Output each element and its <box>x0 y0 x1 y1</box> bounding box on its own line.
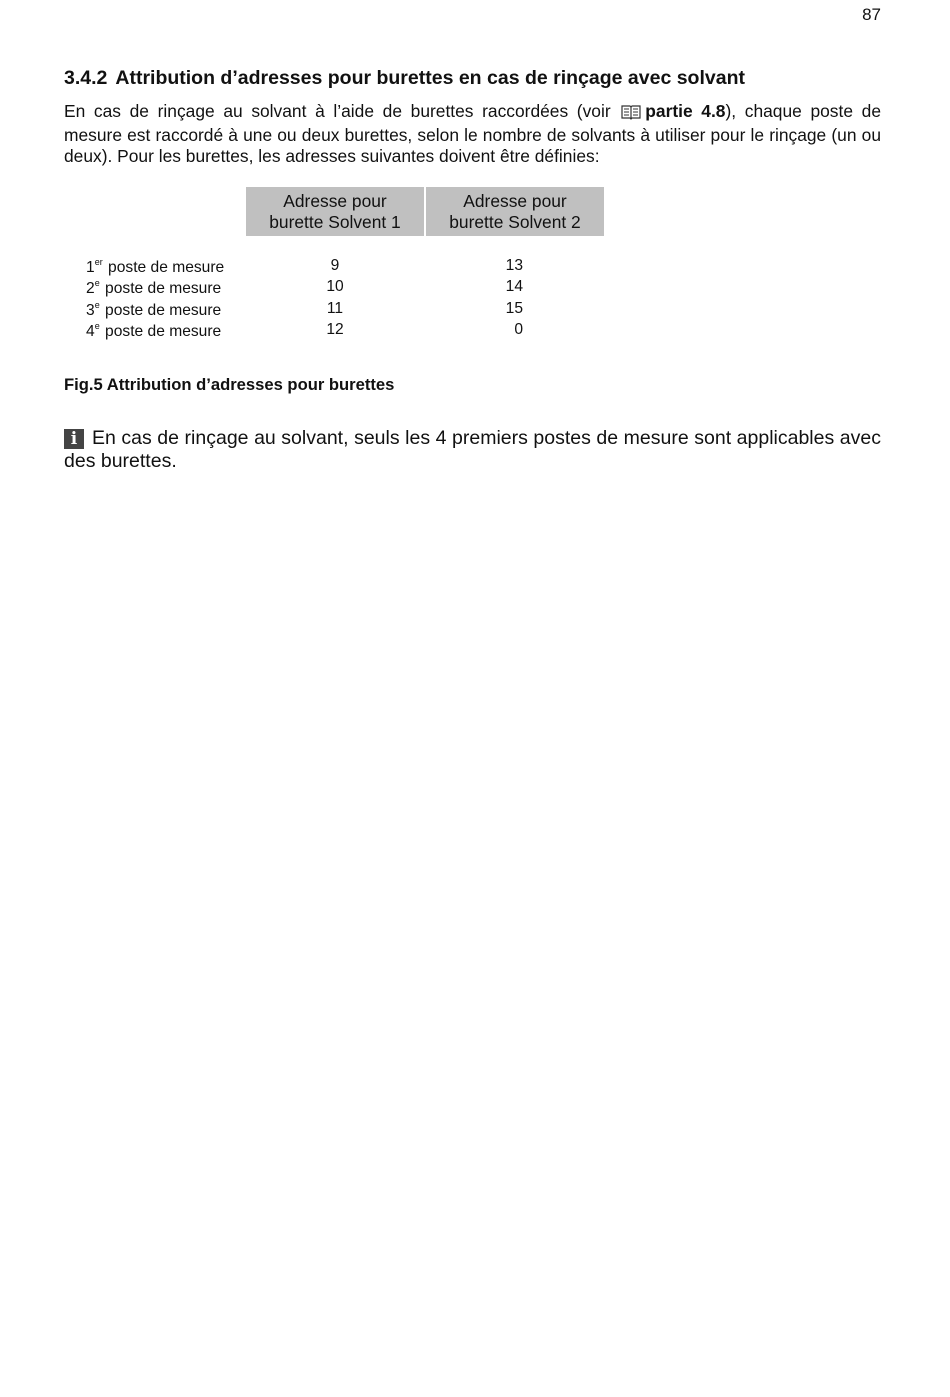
row-number: 3 <box>86 301 95 319</box>
page-number: 87 <box>862 5 881 24</box>
solvent-1-address: 11 <box>326 299 344 317</box>
row-label <box>86 321 221 341</box>
row-label <box>86 300 221 320</box>
header-solvent-2 <box>426 187 604 236</box>
header-solvent-1 <box>246 187 424 236</box>
solvent-1-address: 12 <box>326 320 344 338</box>
solvent-2-address: 0 <box>514 320 523 338</box>
row-number: 1 <box>86 259 95 276</box>
table-row <box>86 300 546 321</box>
info-note <box>64 427 881 473</box>
section-title: Attribution d’adresses pour burettes en cas de rinçage avec solvant <box>115 67 745 89</box>
intro-text-before-ref: En cas de rinçage au solvant à l’aide de burettes raccordées (voir <box>64 101 620 121</box>
row-suffix: e <box>94 278 100 289</box>
table-row <box>86 257 546 278</box>
row-label <box>86 257 224 277</box>
row-number: 2 <box>86 280 95 298</box>
solvent-1-address: 9 <box>330 257 340 274</box>
row-number: 4 <box>86 322 95 340</box>
solvent-2-address: 15 <box>505 299 523 317</box>
info-icon: i <box>64 429 84 449</box>
row-suffix: er <box>94 257 103 267</box>
row-label-text: poste de mesure <box>108 259 225 276</box>
intro-text-after-ref: ), chaque poste de mesure est raccordé à une ou deux burettes, selon le nombre de solvants à utiliser pour le rinçage (un ou deux). Pour les burettes, les adresses suivantes doivent être définies: <box>64 101 881 166</box>
row-label-text: poste de mesure <box>105 322 222 340</box>
header-solvent-2-line1: Adresse pour <box>463 190 567 211</box>
solvent-1-address: 10 <box>326 278 344 296</box>
figure-caption: Fig.5 Attribution d’adresses pour burettes <box>64 375 395 394</box>
row-label-text: poste de mesure <box>105 301 222 319</box>
book-icon <box>621 104 641 125</box>
solvent-2-address: 13 <box>505 257 523 274</box>
row-suffix: e <box>94 299 100 310</box>
address-table-rows <box>86 257 546 342</box>
header-solvent-1-line2: burette Solvent 1 <box>269 211 401 232</box>
table-row <box>86 321 546 342</box>
header-solvent-2-line2: burette Solvent 2 <box>449 211 581 232</box>
header-solvent-1-line1: Adresse pour <box>283 190 387 211</box>
table-row <box>86 278 546 299</box>
row-label-text: poste de mesure <box>105 280 222 298</box>
info-note-text: En cas de rinçage au solvant, seuls les 4 premiers postes de mesure sont applicables avec des burettes. <box>64 427 881 472</box>
intro-reference: partie 4.8 <box>645 101 726 121</box>
row-label <box>86 278 221 298</box>
intro-paragraph <box>64 101 881 167</box>
row-suffix: e <box>94 320 100 331</box>
section-number: 3.4.2 <box>64 67 108 89</box>
solvent-2-address: 14 <box>505 278 523 296</box>
address-table-header <box>246 187 604 236</box>
section-heading <box>64 67 745 90</box>
